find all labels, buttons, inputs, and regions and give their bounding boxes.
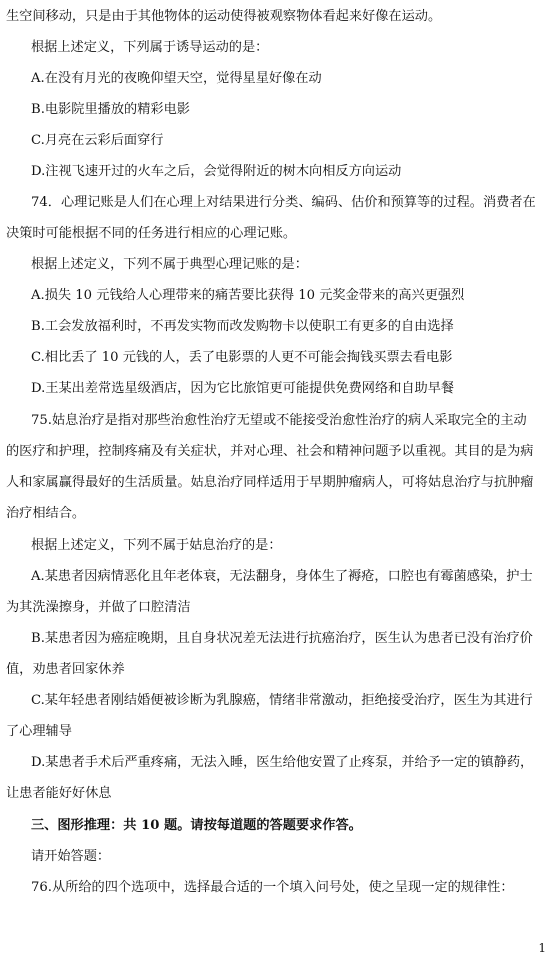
question-75-text: 75.姑息治疗是指对那些治愈性治疗无望或不能接受治愈性治疗的病人采取完全的主动 (31, 413, 527, 428)
question-74-text: 74．心理记账是人们在心理上对结果进行分类、编码、估价和预算等的过程。消费者在 (31, 195, 536, 210)
section-heading: 三、图形推理：共 10 题。请按每道题的答题要求作答。 (31, 818, 362, 833)
question-75-text-cont: 人和家属赢得最好的生活质量。姑息治疗同样适用于早期肿瘤病人，可将姑息治疗与抗肿瘤 (6, 475, 534, 490)
option-d: D.王某出差常选星级酒店，因为它比旅馆更可能提供免费网络和自助早餐 (31, 381, 455, 396)
option-a-cont: 为其洗澡擦身，并做了口腔清洁 (6, 600, 191, 615)
question-prompt: 根据上述定义，下列不属于姑息治疗的是： (31, 538, 282, 553)
option-b: B.工会发放福利时，不再发实物而改发购物卡以使职工有更多的自由选择 (31, 319, 454, 334)
option-d: D.某患者手术后严重疼痛，无法入睡，医生给他安置了止疼泵，并给予一定的镇静药， (31, 755, 534, 770)
start-instruction: 请开始答题： (31, 849, 111, 864)
option-a: A.某患者因病情恶化且年老体衰，无法翻身，身体生了褥疮，口腔也有霉菌感染，护士 (31, 569, 533, 584)
question-76-text: 76.从所给的四个选项中，选择最合适的一个填入问号处，使之呈现一定的规律性： (31, 880, 514, 895)
option-d-cont: 让患者能好好休息 (6, 786, 112, 801)
page-number: 1 (538, 941, 546, 955)
text-line: 生空间移动，只是由于其他物体的运动使得被观察物体看起来好像在运动。 (6, 9, 442, 24)
question-75-text-cont: 的医疗和护理，控制疼痛及有关症状，并对心理、社会和精神问题予以重视。其目的是为病 (6, 444, 534, 459)
option-b: B.某患者因为癌症晚期，且自身状况差无法进行抗癌治疗，医生认为患者已没有治疗价 (31, 631, 533, 646)
option-c: C.相比丢了 10 元钱的人，丢了电影票的人更不可能会掏钱买票去看电影 (31, 350, 453, 365)
option-d: D.注视飞速开过的火车之后，会觉得附近的树木向相反方向运动 (31, 164, 402, 179)
option-a: A.在没有月光的夜晚仰望天空，觉得星星好像在动 (31, 71, 322, 86)
option-c: C.月亮在云彩后面穿行 (31, 133, 164, 148)
question-prompt: 根据上述定义，下列属于诱导运动的是： (31, 40, 269, 55)
question-74-text-cont: 决策时可能根据不同的任务进行相应的心理记账。 (6, 226, 297, 241)
option-a: A.损失 10 元钱给人心理带来的痛苦要比获得 10 元奖金带来的高兴更强烈 (31, 288, 465, 303)
option-c: C.某年轻患者刚结婚便被诊断为乳腺癌，情绪非常激动，拒绝接受治疗，医生为其进行 (31, 693, 533, 708)
option-b-cont: 值，劝患者回家休养 (6, 662, 125, 677)
option-c-cont: 了心理辅导 (6, 724, 72, 739)
option-b: B.电影院里播放的精彩电影 (31, 102, 190, 117)
question-75-text-cont: 治疗相结合。 (6, 506, 86, 521)
question-prompt: 根据上述定义，下列不属于典型心理记账的是： (31, 257, 308, 272)
